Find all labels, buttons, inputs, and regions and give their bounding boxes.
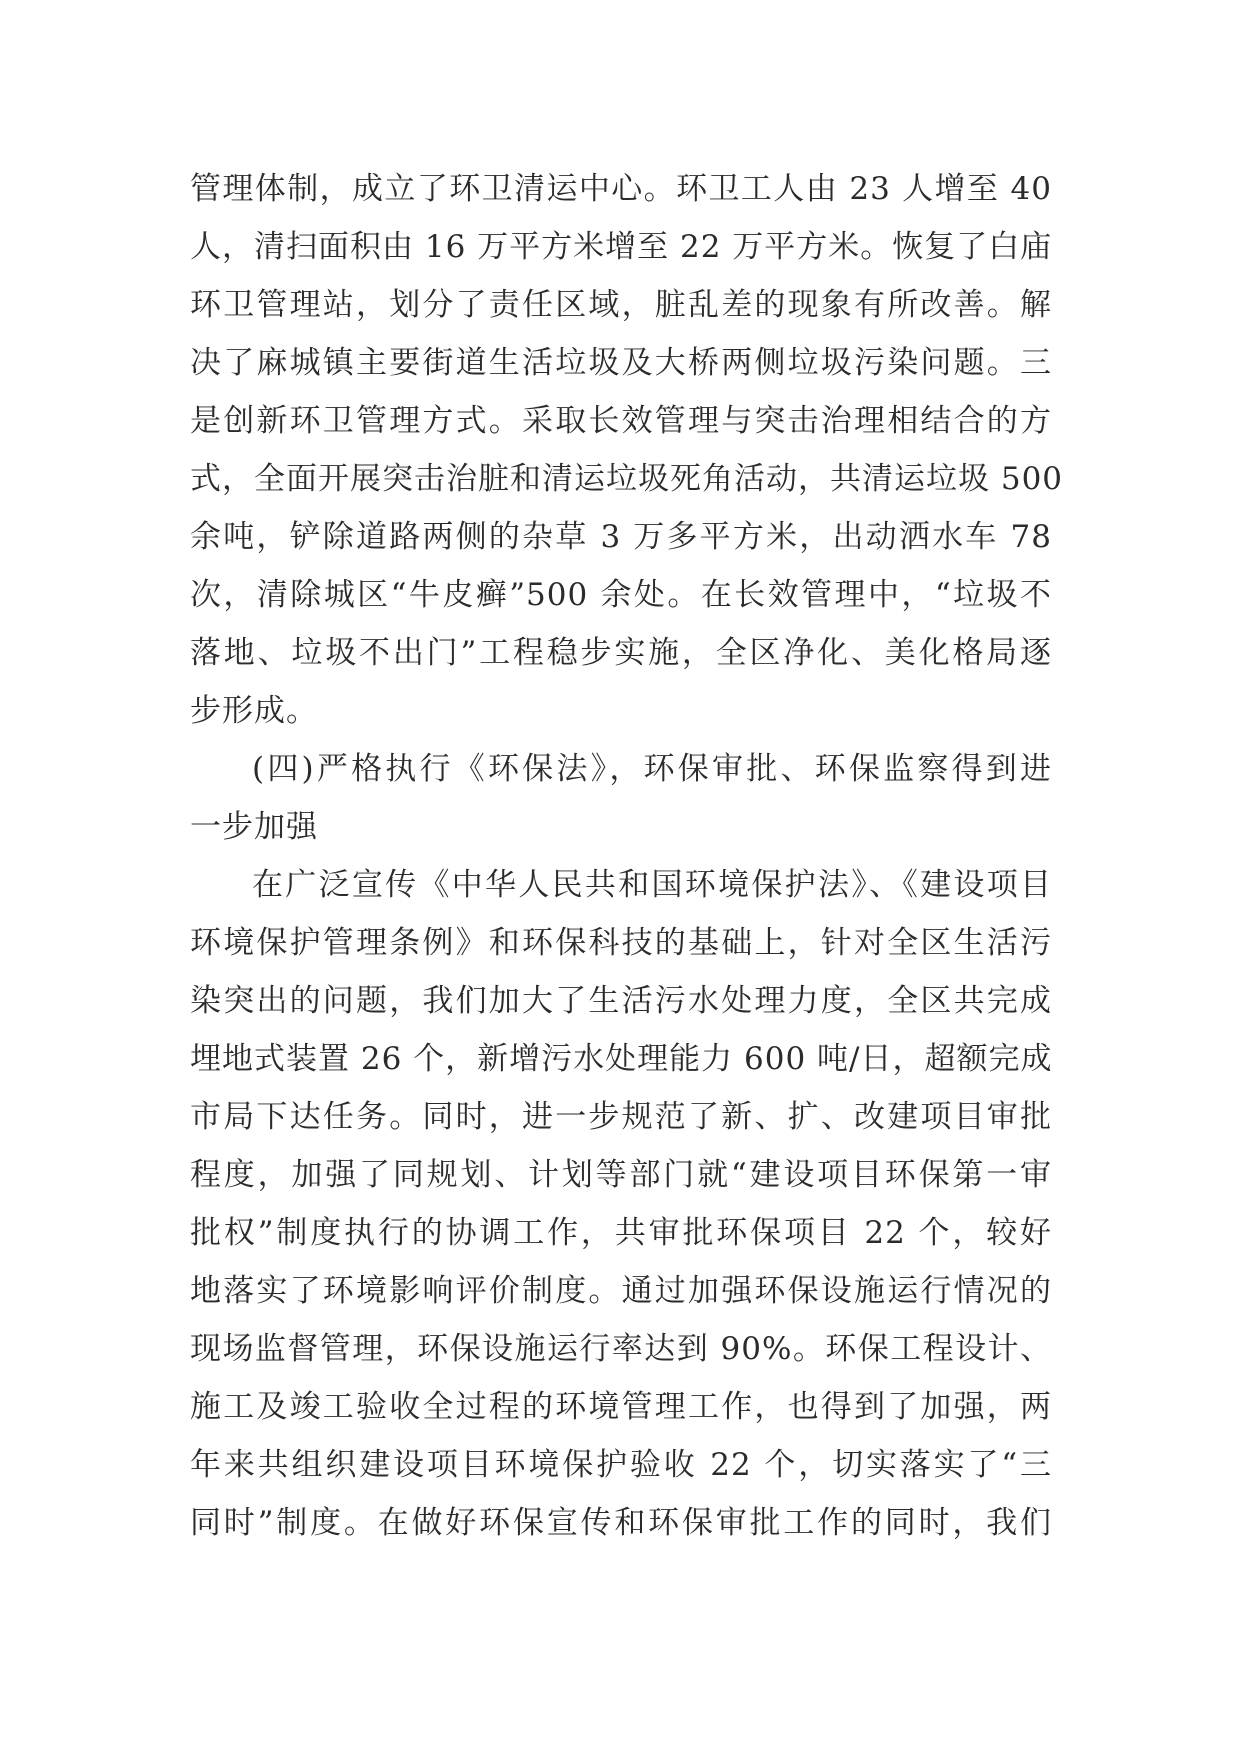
text-line: 染突出的问题，我们加大了生活污水处理力度，全区共完成 — [190, 983, 1052, 1019]
text-line: 式，全面开展突击治脏和清运垃圾死角活动，共清运垃圾 500 — [190, 461, 1064, 497]
text-line: 是创新环卫管理方式。采取长效管理与突击治理相结合的方 — [190, 403, 1052, 439]
section-heading-line: 一步加强 — [190, 809, 318, 845]
text-line: 市局下达任务。同时，进一步规范了新、扩、改建项目审批 — [190, 1099, 1052, 1135]
text-line: 程度，加强了同规划、计划等部门就“建设项目环保第一审 — [190, 1157, 1052, 1193]
text-line: 次，清除城区“牛皮癣”500 余处。在长效管理中，“垃圾不 — [190, 577, 1052, 613]
text-line: 在广泛宣传《中华人民共和国环境保护法》、《建设项目 — [252, 867, 1052, 903]
text-line: 埋地式装置 26 个，新增污水处理能力 600 吨/日，超额完成 — [190, 1041, 1053, 1077]
section-heading-line: (四)严格执行《环保法》，环保审批、环保监察得到进 — [252, 751, 1052, 787]
text-line: 人，清扫面积由 16 万平方米增至 22 万平方米。恢复了白庙 — [190, 229, 1053, 265]
text-line: 环境保护管理条例》和环保科技的基础上，针对全区生活污 — [190, 925, 1052, 961]
text-line: 批权”制度执行的协调工作，共审批环保项目 22 个，较好 — [190, 1215, 1052, 1251]
text-line: 施工及竣工验收全过程的环境管理工作，也得到了加强，两 — [190, 1389, 1052, 1425]
text-line: 步形成。 — [190, 693, 318, 729]
text-line: 决了麻城镇主要街道生活垃圾及大桥两侧垃圾污染问题。三 — [190, 345, 1052, 381]
text-line: 管理体制，成立了环卫清运中心。环卫工人由 23 人增至 40 — [190, 171, 1052, 207]
body-text — [190, 160, 1064, 1552]
text-line: 年来共组织建设项目环境保护验收 22 个，切实落实了“三 — [190, 1447, 1052, 1483]
text-line: 地落实了环境影响评价制度。通过加强环保设施运行情况的 — [190, 1273, 1052, 1309]
text-line: 现场监督管理，环保设施运行率达到 90%。环保工程设计、 — [190, 1331, 1052, 1367]
text-line: 环卫管理站，划分了责任区域，脏乱差的现象有所改善。解 — [190, 287, 1052, 323]
text-line: 落地、垃圾不出门”工程稳步实施，全区净化、美化格局逐 — [190, 635, 1052, 671]
text-line: 同时”制度。在做好环保宣传和环保审批工作的同时，我们 — [190, 1505, 1052, 1541]
text-line: 余吨，铲除道路两侧的杂草 3 万多平方米，出动洒水车 78 — [190, 519, 1052, 555]
